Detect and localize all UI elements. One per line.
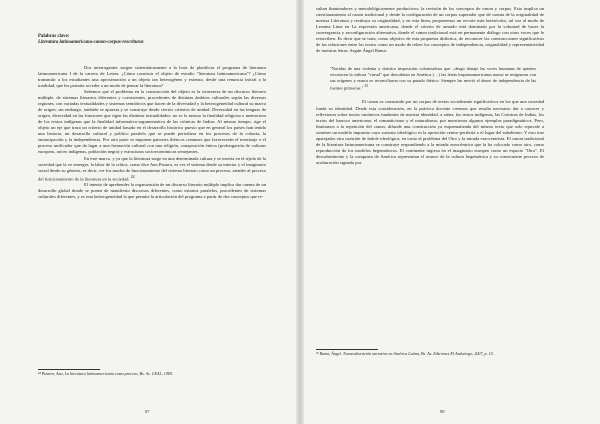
page-number: 88 — [440, 409, 445, 414]
paragraph: sultan iluminadores y metodológicamente productivos: la revisión de los conceptos de canon y corpus. Esto implica un cuestionamiento al canon tradicional y desde la configuración de un corpus superador que dé cuenta de la originalidad de nuestra Literatura y restituya su originalidad, y en esta línea, proponemos un recorte más heterócrito, tal vez al modo de Lezama Lima en La expresión americana, donde el criterio de armado está dominado por la voluntad de hacer la convergencia y reconfiguración alternativa, donde el canon tradicional está en permanente diálogo con otras voces que le reescriben. Es decir que se trata, como objetivo de esta propuesta didáctica, de reconocer las construcciones significativas de las relaciones entre los textos como un modo de releer los conceptos de independencia, originalidad y representatividad de nuestras letras. Según Ángel Rama: — [316, 6, 544, 54]
footnote: ²⁴ Pizarro, Ana, La literatura latinoamericana como proceso, Bs. As. CEAL, 1985. — [38, 371, 174, 376]
footnote: ²⁵ Rama, Ángel. Transculturación narrativa en América Latina, Bs. As. Ediciones El Andariego, 2007, p. 15. — [316, 351, 494, 356]
keywords-heading: Palabras clave: — [38, 34, 70, 39]
footnote-marker: 24 — [130, 174, 135, 179]
page-number: 87 — [145, 409, 150, 414]
paragraph: Dos interrogantes surgen sistemáticamente a la hora de planificar el programa de literatura latinoamericana I de la carrera de Letras: ¿Cómo construir el objeto de estudio "literatura latinoamericana"? ¿Cómo transmitir a los estudiantes una aproximación a un objeto tan heterogéneo y extenso, desde una renuncia inicial a la totalidad, que les permita acceder a un modo de pensar la literatura? — [38, 64, 266, 88]
right-page — [304, 0, 600, 424]
right-page-body — [316, 6, 544, 166]
footnote-marker: 25 — [364, 84, 369, 89]
left-page — [0, 0, 296, 424]
paragraph: Sabemos que el problema en la construcción del objeto es la existencia de un discurso literario múltiple, de sistemas literarios diferentes y coexistentes, procedentes de distintas ámbitos culturales según las diversas regiones, con variadas textualidades y sistemas semióticos que hacen de la diversidad y la heterogeneidad cultural su marca de origen, sin embargo, también se apuesta y se construye desde ciertos criterios de unidad. Diversidad en las lenguas de origen, diversidad en las funciones que rigen las distintas textualidades: no es lo mismo la finalidad religiosa o memoriosa de los textos indígenas que la finalidad informativo-argumentativa de las crónicas de Indias. Al mismo tiempo, rige el objeto un eje que traza un criterio de unidad basado en el desarrollo histórico puesto que en general los países han tenido una historia, un desarrollo cultural y político paralelo que se puede periodizar en los procesos de la colonia, la emancipación y la independencia. Por otra parte se imponen patrones ibéricos comunes que favorecerán el mestizaje o el proceso unificador que da lugar a una formación cultural con una religión, composición étnica (prolongación de culturas europeas, raíces indígenas, población negra) y estructuras socioeconómicas semejantes. — [38, 89, 266, 155]
paragraph: El intento de aprehender la organización de un discurso literario múltiple implica dar cuenta de un desarrollo global donde se ponen de manifiesto discursos diferentes, como estratos paralelos, procedentes de sistemas culturales diferentes, y es esta heterogeneidad la que permite la articulación del programa a partir de dos conceptos que re- — [38, 182, 266, 200]
block-quote: "Nacidas de una violenta y drástica imposición colonizadora que –desgo donaje las voces humanas de quienes reconocen la valiosa "virtud" que descubrían en América (…) las letras hispanoamericanas nunca se resignaron con sus orígenes y nunca se reconciliaron con su pasado ibérico. Siempre las movió el deseo de independencia de las fuentes primarias." $^{25}$ — [330, 66, 536, 91]
paragraph: En este marco, y ya que la literatura surge en una determinada cultura y se inserta en el tejido de la sociedad que la ve emerger, la labor de la crítica, como dice Ana Pizarro, es ver el sistema desde su interior y el imaginario social desde su génesis, es decir, ver los modos de funcionamiento del sistema literario como un proceso, atender al proceso del funcionamiento de la literatura en la sociedad. $^{24}$ — [38, 155, 266, 182]
book-gutter — [296, 0, 304, 424]
left-page-body — [38, 34, 266, 200]
footnote-rule — [316, 349, 378, 350]
keywords-list: Literatura latinoamericana-canon-corpus-rescrituras — [38, 40, 144, 46]
paragraph: El canon es construido por un corpus de textos socialmente significativos en los que una sociedad funda su identidad. Desde esta consideración, en la práctica docente creemos que resulta necesario dar a conocer y reflexionar sobre textos canónicos fundantes de nuestra identidad, a saber, los textos indígenas, las Crónicas de Indias, los textos del barroco americano, el romanticismo y el naturalismo, por mencionar algunos ejemplos paradigmáticos. Pero, limitarnos a la repetición del canon, difunde una construcción ya esquematizada del mismo texto que solo equivale a sostener un modelo impuesto cuyo sustrato ideológico es la oposición centro-periferia o el lugar del subalterno. Y esto trae aparejadas otra cuestión de índole ideológica, en torno al problema del Otro y la mirada eurocentrista. El canon tradicional de la literatura latinoamericana se construye respondiendo a la mirada eurocéntrica que la ha colocado como otro, como reproducción de los modelos hegemónicos. El continente ingresa en el imaginario europeo como un espacio "Otro". El descubrimiento y la conquista de América representan el avance de la cultura hegemónica y su consecuente proceso de aculturación signado por — [316, 99, 544, 165]
footnote-rule — [38, 369, 100, 370]
